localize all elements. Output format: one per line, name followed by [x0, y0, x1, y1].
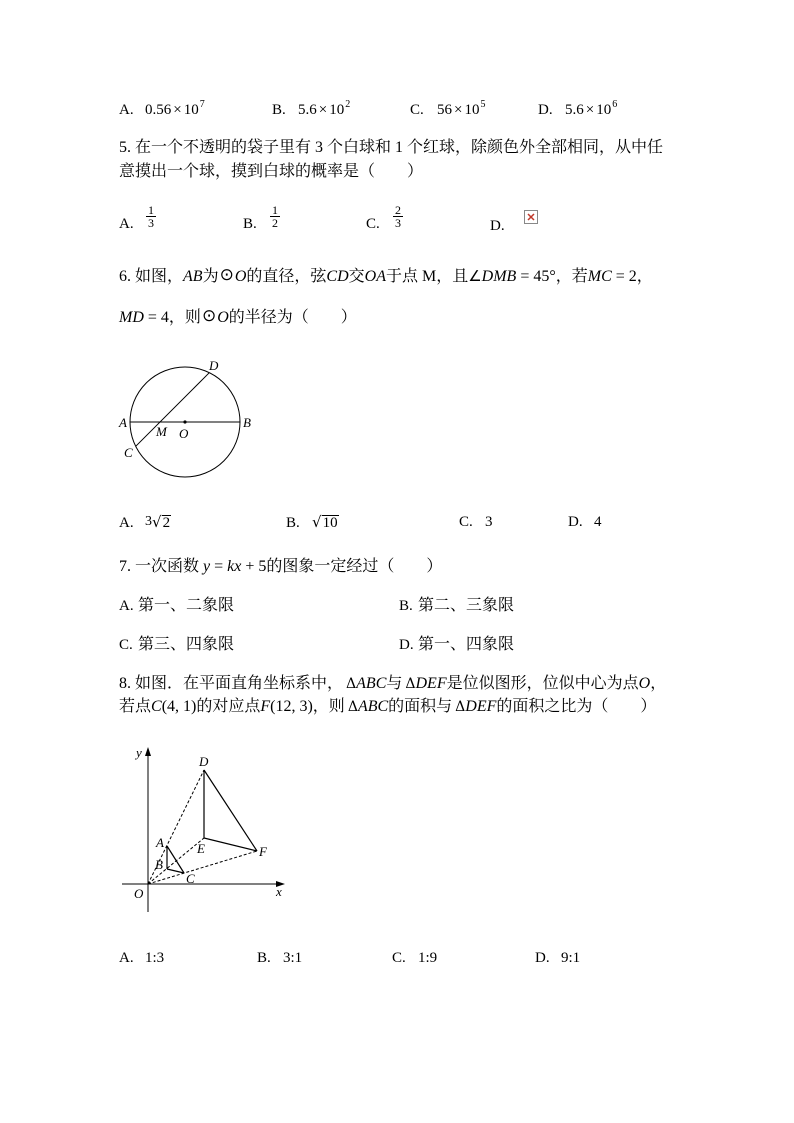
triangle-symbol: Δ [455, 699, 466, 715]
triangle-abc: ABC [357, 698, 389, 715]
radical-coefficient: 3 [145, 514, 152, 529]
q6-option-d [568, 512, 602, 532]
label-origin: O [134, 886, 144, 901]
q8-stem-line1 [119, 674, 666, 694]
coefficient: 5.6 [298, 102, 317, 118]
option-letter: A. [119, 102, 134, 118]
constant-term: + 5 [241, 558, 267, 575]
q6-option-c [459, 512, 493, 532]
label-o: O [179, 426, 189, 441]
triangle-abc: ABC [356, 675, 387, 692]
circle-symbol: ⊙ [219, 265, 234, 285]
label-b: B [155, 857, 163, 872]
q7-option-d [399, 635, 514, 655]
label-a: A [156, 835, 164, 850]
stem-text: 为 [202, 268, 219, 285]
point-o: O [638, 675, 651, 692]
stem-text: 是位似图形，位似中心为点 [446, 675, 639, 692]
triangle-def: DEF [465, 698, 497, 715]
times-sign: × [454, 102, 463, 118]
q5-stem-line1: 5. 在一个不透明的袋子里有 3 个白球和 1 个红球，除颜色外全部相同，从中任 [119, 139, 664, 156]
radicand: 10 [322, 515, 338, 531]
option-text: 第三、四象限 [138, 636, 235, 653]
q8-option-a [119, 948, 164, 968]
side-ef [204, 838, 257, 851]
power-exponent: 2 [345, 99, 351, 110]
segment-cd: CD [326, 268, 349, 285]
stem-text: 的面积与 [388, 698, 453, 715]
fraction-numerator: 1 [272, 203, 278, 217]
q6-stem-line1 [119, 266, 653, 286]
segment-oa: OA [364, 268, 386, 285]
q8-option-b [257, 948, 302, 968]
option-text: 第一、二象限 [138, 597, 235, 614]
option-letter: A. [119, 216, 134, 232]
option-letter: C. [119, 637, 133, 653]
stem-text: 7. 一次函数 [119, 558, 204, 575]
angle-dmb: DMB [481, 268, 517, 285]
option-text: 第二、三象限 [418, 597, 515, 614]
triangle-def: DEF [415, 675, 447, 692]
q4-option-a [119, 100, 205, 120]
angle-symbol: ∠ [468, 267, 482, 285]
q8-stem-line2 [119, 697, 656, 717]
option-letter: A. [119, 950, 134, 966]
option-letter: D. [538, 102, 553, 118]
stem-text: ， [650, 675, 667, 692]
broken-image-glyph [524, 210, 538, 224]
stem-text: 6. 如图， [119, 268, 184, 285]
fraction-denominator: 3 [148, 216, 154, 230]
q4-option-b [272, 100, 350, 120]
fraction-numerator: 1 [148, 203, 154, 217]
segment-ab: AB [183, 268, 203, 285]
segment-md-value: = 4 [143, 309, 169, 326]
option-letter: D. [568, 514, 583, 530]
label-m: M [156, 424, 167, 439]
option-ratio: 1:3 [145, 950, 165, 966]
stem-text: 的对应点 [196, 698, 261, 715]
radical-sign: √ [152, 513, 162, 531]
segment-mc: MC [587, 268, 612, 285]
label-f: F [259, 844, 267, 859]
option-letter: D. [399, 637, 414, 653]
coefficient: 0.56 [145, 102, 172, 118]
triangle-symbol: Δ [347, 699, 358, 715]
option-ratio: 9:1 [561, 950, 581, 966]
fraction-denominator: 3 [395, 216, 401, 230]
option-letter: A. [119, 598, 134, 614]
y-axis-arrow [145, 747, 151, 756]
q5-stem-line2: 意摸出一个球，摸到白球的概率是（ ） [119, 163, 424, 180]
segment-mc-value: = 2， [611, 268, 653, 285]
label-a: A [119, 415, 127, 430]
q8-option-c [392, 948, 437, 968]
q5-option-c [366, 201, 403, 233]
q4-option-c [410, 100, 485, 120]
broken-image-icon [524, 210, 538, 224]
option-text: 第一、四象限 [418, 636, 515, 653]
option-letter: D. [490, 218, 505, 234]
chord-cd [136, 373, 210, 447]
times-sign: × [585, 102, 595, 118]
stem-text: 交 [348, 268, 365, 285]
label-x-axis: x [276, 884, 282, 899]
term-kx: kx [227, 558, 242, 575]
q8-option-d [535, 948, 580, 968]
center-point [183, 420, 186, 423]
stem-text: 的直径，弦 [246, 268, 327, 285]
option-value: 4 [594, 514, 602, 530]
option-letter: A. [119, 515, 134, 531]
label-c: C [124, 445, 133, 460]
option-ratio: 1:9 [418, 950, 438, 966]
power-exponent: 7 [199, 99, 205, 110]
fraction-numerator: 2 [395, 203, 401, 217]
power-base: 10 [183, 102, 199, 118]
point-o: O [234, 268, 247, 285]
fraction [393, 204, 403, 229]
option-ratio: 3:1 [283, 950, 303, 966]
option-letter: C. [366, 216, 380, 232]
option-letter: B. [272, 102, 286, 118]
option-value: 3 [485, 514, 493, 530]
q6-option-b [286, 512, 339, 532]
label-c: C [186, 871, 195, 886]
times-sign: × [318, 102, 328, 118]
stem-text: ，则 [312, 698, 345, 715]
triangle-symbol: Δ [346, 676, 357, 692]
label-e: E [197, 841, 205, 856]
power-exponent: 5 [480, 99, 486, 110]
point-o: O [217, 309, 229, 326]
label-d: D [209, 358, 219, 373]
fraction-denominator: 2 [272, 216, 278, 230]
circle-figure [110, 350, 260, 480]
equals-sign: = [210, 558, 228, 575]
q5-option-d [490, 203, 538, 235]
q7-option-b [399, 596, 514, 616]
option-letter: B. [243, 216, 257, 232]
side-ac [167, 846, 184, 873]
coefficient: 56 [437, 102, 452, 118]
coefficient: 5.6 [565, 102, 584, 118]
q7-option-c [119, 635, 234, 655]
power-base: 10 [596, 102, 612, 118]
point-c: C [151, 698, 162, 715]
option-letter: C. [459, 514, 473, 530]
stem-text: 的面积之比为（ ） [496, 698, 657, 715]
stem-text: 的图象一定经过（ ） [266, 558, 443, 575]
side-df [204, 770, 257, 851]
times-sign: × [173, 102, 182, 118]
point-c-coords: (4, 1) [161, 698, 197, 715]
label-b: B [243, 415, 251, 430]
stem-text: 若点 [119, 698, 152, 715]
q5-option-a [119, 201, 156, 233]
q6-stem-line2 [119, 307, 357, 327]
power-base: 10 [329, 102, 345, 118]
stem-text: 与 [386, 675, 403, 692]
point-f-coords: (12, 3) [270, 698, 313, 715]
angle-value: = 45° [516, 268, 556, 285]
label-y-axis: y [136, 745, 142, 760]
option-letter: C. [392, 950, 406, 966]
stem-text: 于点 M，且 [385, 268, 469, 285]
q7-stem [119, 557, 442, 577]
q6-option-a [119, 512, 171, 532]
stem-text: ，若 [555, 268, 588, 285]
option-letter: C. [410, 102, 424, 118]
power-base: 10 [464, 102, 480, 118]
q4-option-d [538, 100, 617, 120]
option-letter: B. [399, 598, 413, 614]
variable-y: y [203, 558, 211, 575]
radicand: 2 [162, 515, 171, 531]
option-letter: B. [257, 950, 271, 966]
power-exponent: 6 [612, 99, 618, 110]
fraction [146, 204, 156, 229]
q7-option-a [119, 596, 234, 616]
radical-sign: √ [312, 513, 322, 531]
triangle-symbol: Δ [405, 676, 416, 692]
q5-option-b [243, 201, 280, 233]
option-letter: B. [286, 515, 300, 531]
stem-text: ，则 [168, 309, 201, 326]
circle-symbol: ⊙ [201, 306, 217, 326]
stem-text: 8. 如图．在平面直角坐标系中， [119, 675, 344, 692]
segment-md: MD [119, 309, 144, 326]
label-d: D [199, 754, 209, 769]
stem-text: 的半径为（ ） [228, 309, 357, 326]
fraction [270, 204, 280, 229]
option-letter: D. [535, 950, 550, 966]
coordinate-figure [115, 740, 295, 920]
point-f: F [260, 698, 271, 715]
